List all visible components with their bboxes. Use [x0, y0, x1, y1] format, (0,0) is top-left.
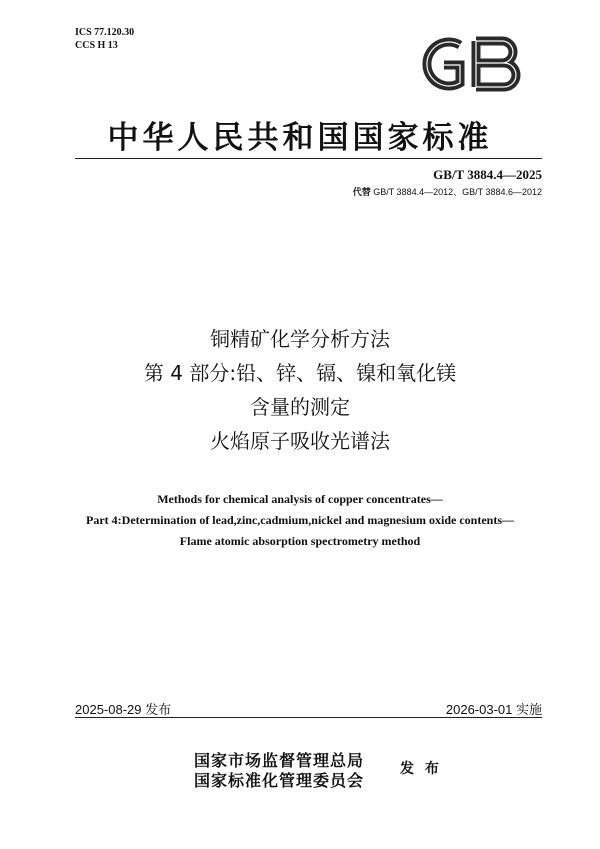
title-en-line-1: Methods for chemical analysis of copper concentrates—	[157, 492, 443, 506]
title-en-line-3: Flame atomic absorption spectrometry method	[179, 534, 421, 548]
title-en-line-2: Part 4:Determination of lead,zinc,cadmium,nickel and magnesium oxide contents—	[86, 513, 514, 527]
replaces-prefix: 代替	[352, 187, 371, 197]
title-zh-line-2: 第 4 部分:铅、锌、镉、镍和氧化镁	[143, 361, 457, 385]
replaces-note	[353, 185, 542, 198]
title-zh-line-4: 火焰原子吸收光谱法	[210, 429, 390, 453]
publish-date: 2025-08-29 发布	[75, 702, 172, 717]
issuer-sac: 国家标准化管理委员会	[194, 771, 365, 790]
title-zh-line-1: 铜精矿化学分析方法	[210, 327, 390, 351]
title-zh-line-3: 含量的测定	[250, 395, 350, 419]
gb-logo	[410, 35, 526, 93]
national-standard-title: 中华人民共和国国家标准	[107, 120, 493, 156]
footer-divider	[75, 717, 542, 718]
header-divider	[75, 158, 542, 159]
issuer-samr: 国家市场监督管理总局	[194, 751, 365, 770]
ccs-code: CCS H 13	[75, 40, 118, 51]
publish-label: 发 布	[400, 761, 442, 777]
ics-code: ICS 77.120.30	[75, 27, 135, 38]
effective-date: 2026-03-01 实施	[445, 702, 542, 717]
standard-code: GB/T 3884.4—2025	[433, 167, 542, 182]
classification-codes	[75, 26, 134, 52]
replaced-codes: GB/T 3884.4—2012、GB/T 3884.6—2012	[373, 187, 542, 197]
